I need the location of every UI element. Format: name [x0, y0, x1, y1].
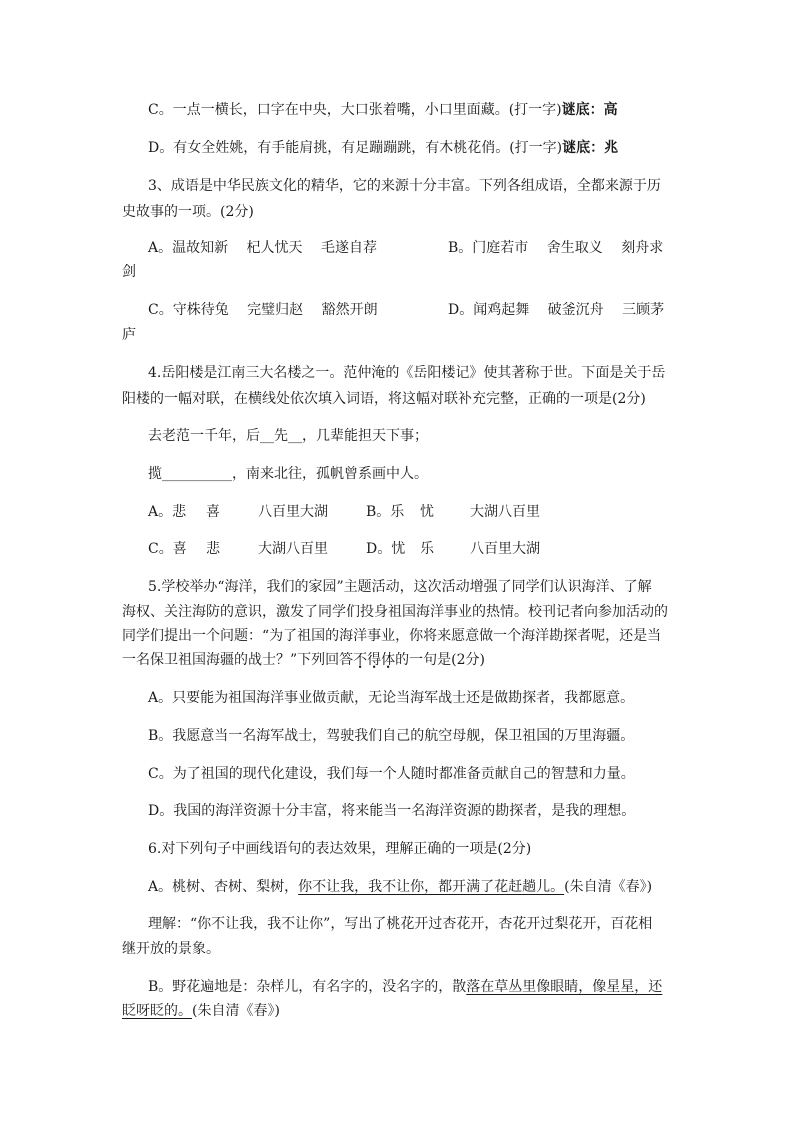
q4-options-row-2 [148, 539, 668, 559]
q5-stem-line-4 [122, 650, 485, 670]
q6-option-a [148, 877, 652, 897]
q3-option-d-line-2: 庐 [122, 327, 136, 343]
q2-option-d-text: D。有女全姓姚，有手能肩挑，有足蹦蹦跳，有木桃花俏。(打一字) [148, 140, 563, 156]
q6-option-a-pre: A。桃树、杏树、梨树， [148, 879, 299, 895]
q5-stem-line-4-post: 的一句是(2分) [395, 652, 485, 668]
q5-emphasis-char-2: 得 [367, 652, 382, 668]
q4-option-c-third: 大湖八百里 [258, 541, 328, 557]
q4-couplet-line-1: 去老范一千年，后__先__，几辈能担天下事； [148, 428, 428, 444]
q5-stem-line-1: 5.学校举办“海洋，我们的家园”主题活动，这次活动增强了同学们认识海洋、了解 [148, 579, 652, 595]
q4-option-b-third: 大湖八百里 [470, 504, 540, 520]
q4-option-d-third: 八百里大湖 [470, 541, 540, 557]
q4-option-a-first: A。悲 [148, 504, 187, 520]
q4-option-b-first: B。乐 [366, 504, 405, 520]
q3-option-d-line-1: D。闻鸡起舞 破釜沉舟 三顾茅 [448, 302, 665, 318]
q5-option-b: B。我愿意当一名海军战士，驾驶我们自己的航空母舰，保卫祖国的万里海疆。 [148, 728, 635, 744]
q5-option-c: C。为了祖国的现代化建设，我们每一个人随时都准备贡献自己的智慧和力量。 [148, 766, 635, 782]
q5-emphasis-char-1: 不 [353, 652, 368, 668]
q2-option-d [148, 138, 618, 158]
q2-option-c-text: C。一点一横长，口字在中央，大口张着嘴，小口里面藏。(打一字) [148, 102, 562, 118]
q2-option-c [148, 100, 618, 120]
q4-option-a-third: 八百里大湖 [258, 504, 328, 520]
q6-option-b-underlined-2: 眨呀眨的。 [122, 1003, 192, 1019]
q6-option-a-underlined: 你不让我，我不让你，都开满了花赶趟儿。 [298, 879, 565, 895]
q5-option-d: D。我国的海洋资源十分丰富，将来能当一名海洋资源的勘探者，是我的理想。 [148, 803, 636, 819]
q2-option-c-answer: 谜底：高 [561, 102, 618, 118]
q6-option-a-source: (朱自清《春》) [564, 879, 653, 895]
q6-option-b-source: (朱自清《春》) [192, 1003, 280, 1019]
q4-stem-line-2: 阳楼的一幅对联，在横线处依次填入词语，将这幅对联补充完整，正确的一项是(2分) [122, 391, 646, 407]
q5-stem-line-2: 海权、关注海防的意识，激发了同学们投身祖国海洋事业的热情。校刊记者向参加活动的 [122, 604, 668, 620]
q3-option-b-line-2: 剑 [122, 264, 136, 280]
q4-option-a-second: 喜 [206, 504, 220, 520]
q5-option-a: A。只要能为祖国海洋事业做贡献，无论当海军战士还是做勘探者，我都愿意。 [148, 690, 635, 706]
q3-option-c: C。守株待兔 完璧归赵 豁然开朗 [148, 302, 378, 318]
q4-option-d-first: D。忧 [366, 541, 406, 557]
q5-stem-line-3: 同学们提出一个问题：“为了祖国的海洋事业，你将来愿意做一个海洋勘探者呢，还是当 [122, 628, 662, 644]
q6-option-a-explain-line-1: 理解：“你不让我，我不让你”，写出了桃花开过杏花开，杏花开过梨花开，百花相 [148, 916, 653, 932]
q3-stem-line-1: 3、成语是中华民族文化的精华，它的来源十分丰富。下列各组成语，全都来源于历 [148, 178, 661, 194]
q4-option-c-second: 悲 [206, 541, 220, 557]
q3-option-a: A。温故知新 杞人忧天 毛遂自荐 [148, 240, 378, 256]
q6-option-b-underlined-1: 落在草丛里像眼睛，像星星，还 [466, 979, 663, 995]
q3-stem-line-2: 史故事的一项。(2分) [122, 204, 254, 220]
q4-option-b-second: 忧 [420, 504, 434, 520]
q6-option-b-pre: B。野花遍地是：杂样儿，有名字的，没名字的，散 [148, 979, 467, 995]
q4-option-c-first: C。喜 [148, 541, 187, 557]
q4-option-d-second: 乐 [420, 541, 434, 557]
q5-stem-line-4-pre: 一名保卫祖国海疆的战士？”下列回答 [122, 652, 354, 668]
q4-options-row-1 [148, 502, 668, 522]
q6-option-a-explain-line-2: 继开放的景象。 [122, 941, 220, 957]
q2-option-d-answer: 谜底：兆 [562, 140, 619, 156]
q6-option-b-line-2 [122, 1001, 280, 1021]
q4-stem-line-1: 4.岳阳楼是江南三大名楼之一。范仲淹的《岳阳楼记》使其著称于世。下面是关于岳 [148, 365, 666, 381]
q6-option-b-line-1 [148, 977, 662, 997]
q6-stem: 6.对下列句子中画线语句的表达效果，理解正确的一项是(2分) [148, 841, 532, 857]
q5-emphasis-char-3: 体 [381, 652, 396, 668]
q3-option-b-line-1: B。门庭若市 舍生取义 刻舟求 [448, 240, 664, 256]
q4-couplet-line-2: 揽__________，南来北往，孤帆曾系画中人。 [148, 466, 428, 482]
